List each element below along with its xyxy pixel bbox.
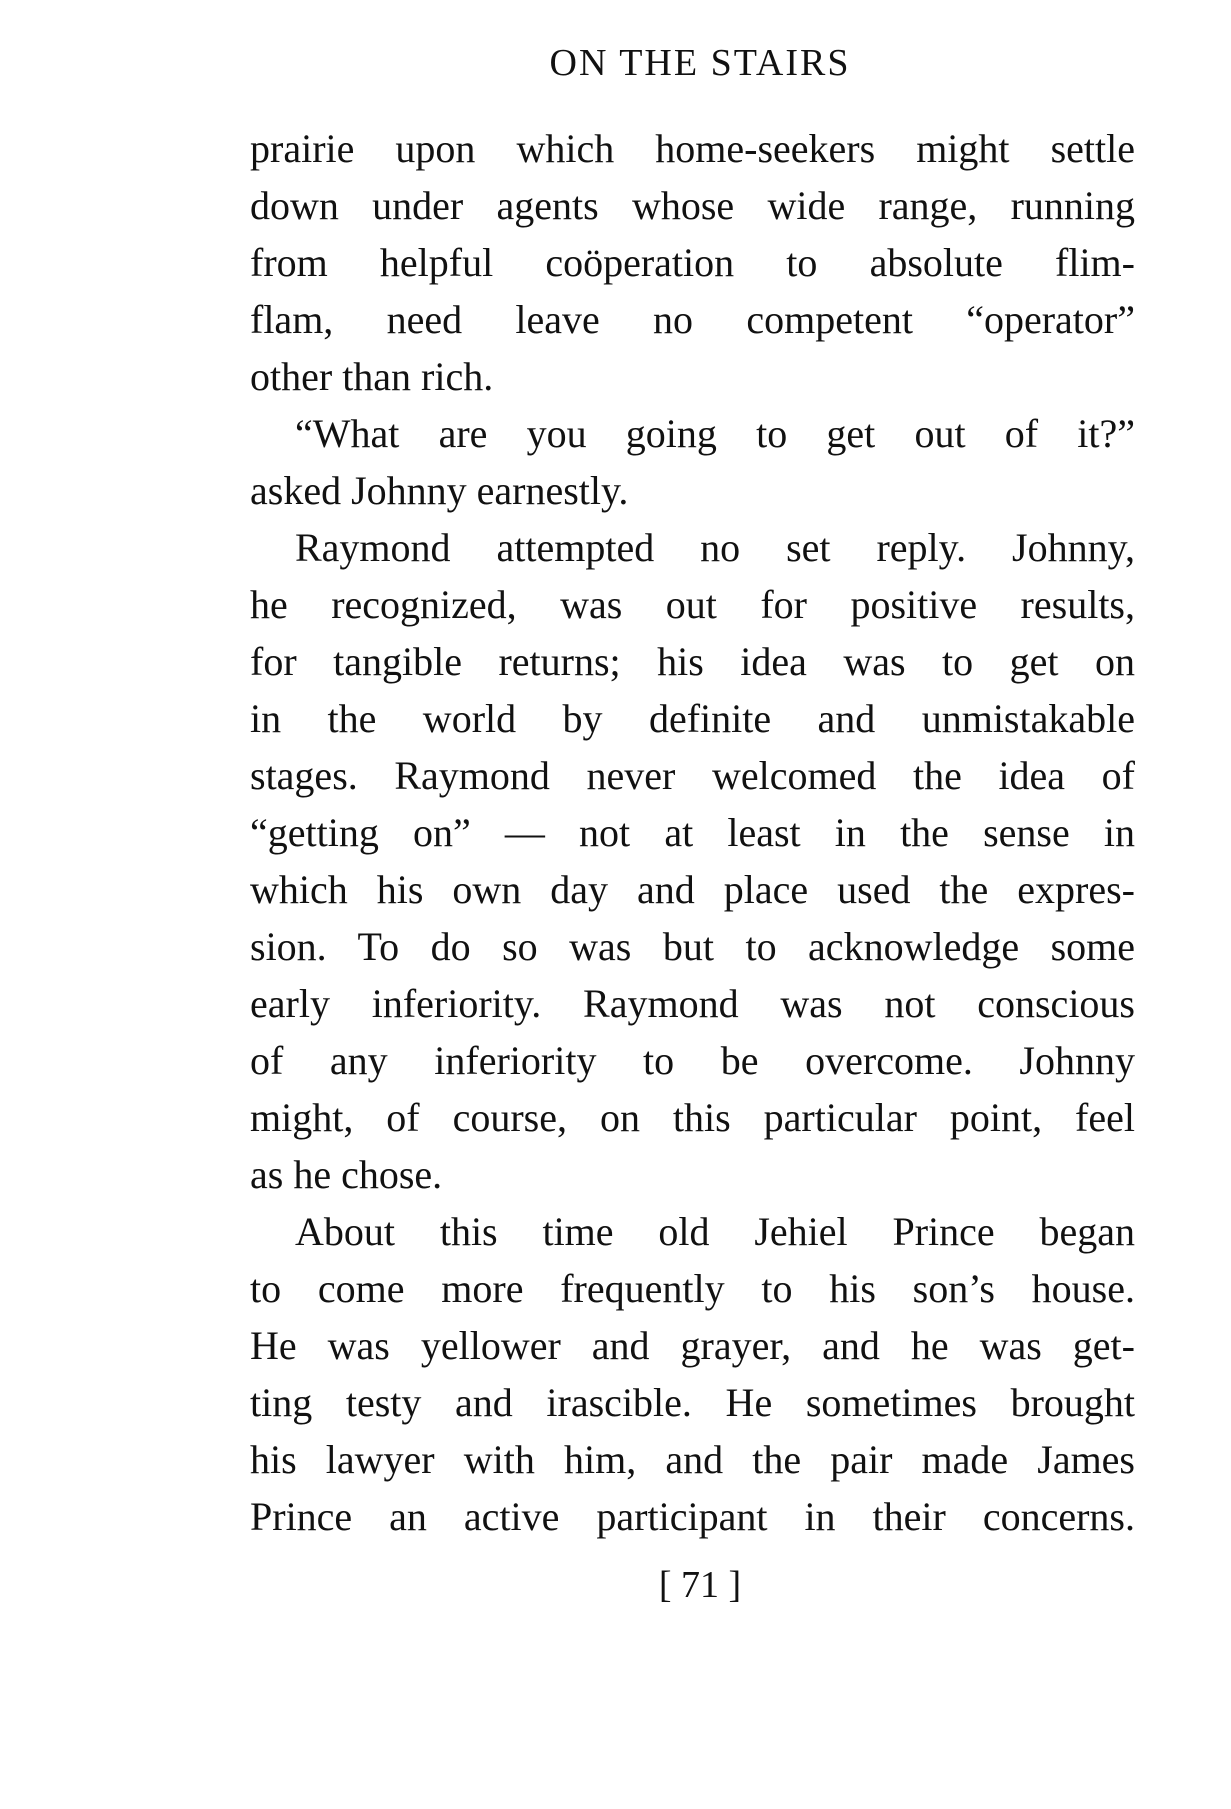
text-line: Prince an active participant in their concerns.	[250, 1494, 1135, 1539]
text-line: stages. Raymond never welcomed the idea of	[250, 753, 1135, 798]
text-line: of any inferiority to be overcome. Johnny	[250, 1038, 1135, 1083]
text-line: “getting on” — not at least in the sense in	[250, 810, 1135, 855]
text-line: in the world by definite and unmistakable	[250, 696, 1135, 741]
text-line: from helpful coöperation to absolute flim-	[250, 240, 1135, 285]
text-line: He was yellower and grayer, and he was get-	[250, 1323, 1135, 1368]
text-line: asked Johnny earnestly.	[250, 468, 629, 513]
text-line: to come more frequently to his son’s house.	[250, 1266, 1135, 1311]
paragraph	[250, 519, 1135, 1203]
text-line: flam, need leave no competent “operator”	[250, 297, 1135, 342]
text-line: “What are you going to get out of it?”	[295, 411, 1135, 456]
text-line: About this time old Jehiel Prince began	[295, 1209, 1135, 1254]
text-line: might, of course, on this particular point, feel	[250, 1095, 1135, 1140]
text-line: his lawyer with him, and the pair made James	[250, 1437, 1135, 1482]
paragraph	[250, 120, 1135, 405]
text-line: down under agents whose wide range, running	[250, 183, 1135, 228]
text-line: ting testy and irascible. He sometimes brought	[250, 1380, 1135, 1425]
text-line: other than rich.	[250, 354, 494, 399]
text-line: prairie upon which home-seekers might settle	[250, 126, 1135, 171]
paragraph	[250, 1203, 1135, 1545]
text-line: Raymond attempted no set reply. Johnny,	[295, 525, 1135, 570]
text-line: as he chose.	[250, 1152, 443, 1197]
text-line: early inferiority. Raymond was not conscious	[250, 981, 1135, 1026]
body-text	[250, 120, 1135, 1545]
running-head: ON THE STAIRS	[549, 42, 851, 84]
text-line: he recognized, was out for positive results,	[250, 582, 1135, 627]
text-line: sion. To do so was but to acknowledge some	[250, 924, 1135, 969]
text-line: for tangible returns; his idea was to get on	[250, 639, 1135, 684]
text-line: which his own day and place used the expres-	[250, 867, 1135, 912]
page-number: [ 71 ]	[658, 1564, 742, 1606]
paragraph	[250, 405, 1135, 519]
